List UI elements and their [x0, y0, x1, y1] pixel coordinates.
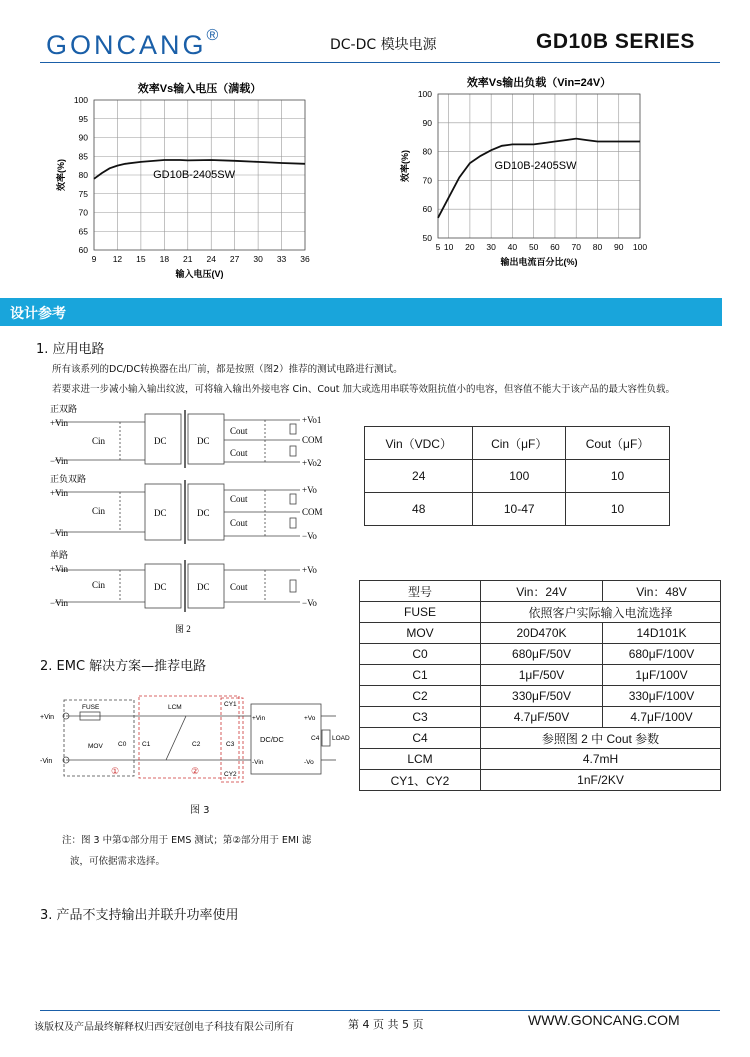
x-tick-label: 33	[276, 254, 287, 264]
y-tick-label: 70	[78, 207, 88, 218]
x-tick-label: 100	[632, 242, 648, 252]
y-tick-label: 65	[78, 226, 88, 237]
table-cell: 10	[566, 460, 670, 493]
x-tick-label: 30	[486, 242, 496, 252]
y-tick-label: 80	[78, 170, 88, 180]
label-pn-vin-n: −Vin	[50, 528, 69, 538]
chart-efficiency-vs-load	[390, 74, 670, 294]
table-row	[360, 623, 721, 644]
footer-divider	[40, 1010, 720, 1011]
emc-label-vo-p: +Vo	[304, 715, 316, 722]
brand-logo	[46, 27, 219, 61]
emc-label-c2: C2	[192, 741, 201, 748]
table-cell: 24	[365, 460, 473, 493]
table-cell: 20D470K	[481, 623, 603, 644]
emc-label-c1: C1	[142, 741, 151, 748]
x-tick-label: 9	[91, 254, 97, 264]
x-tick-label: 70	[571, 242, 581, 252]
x-axis-label: 输出电流百分比(%)	[500, 257, 578, 267]
x-tick-label: 15	[136, 254, 146, 264]
emc-component-table	[359, 580, 721, 791]
emc-label-mov: MOV	[88, 743, 103, 750]
table-row	[360, 644, 721, 665]
table-cell: 4.7mH	[481, 749, 721, 770]
table-cell: 330μF/50V	[481, 686, 603, 707]
table-cell: 参照图 2 中 Cout 参数	[481, 728, 721, 749]
table-cell: MOV	[360, 623, 481, 644]
emc-label-in-p: +Vin	[252, 715, 266, 722]
table-cell: 依照客户实际输入电流选择	[481, 602, 721, 623]
label-s-cin: Cin	[92, 580, 106, 590]
table-cell: 1μF/50V	[481, 665, 603, 686]
emc-label-vin-n: -Vin	[40, 758, 53, 765]
x-tick-label: 5	[435, 242, 441, 252]
y-tick-label: 95	[78, 113, 88, 124]
series-line	[438, 139, 640, 218]
chart-annotation: GD10B-2405SW	[494, 159, 577, 172]
table-header: 型号	[360, 581, 481, 602]
emc-label-vo-n: -Vo	[304, 759, 314, 766]
table-cell: C4	[360, 728, 481, 749]
y-axis-label: 效率(%)	[400, 150, 410, 182]
x-tick-label: 20	[465, 242, 475, 252]
footer-website[interactable]: WWW.GONCANG.COM	[528, 1012, 680, 1028]
label-s-vo-p: +Vo	[302, 565, 317, 575]
label-pn-cout2: Cout	[230, 518, 248, 528]
figure-2-circuits	[40, 400, 340, 640]
emc-label-part1: ①	[111, 766, 120, 776]
table-row	[360, 707, 721, 728]
note-line-1: 注：图 3 中第①部分用于 EMS 测试；第②部分用于 EMI 滤	[62, 835, 312, 846]
y-tick-label: 75	[78, 188, 88, 199]
y-axis-label: 效率(%)	[56, 159, 66, 191]
y-tick-label: 80	[422, 146, 432, 157]
header-divider	[40, 62, 720, 63]
registered-mark: ®	[206, 27, 219, 44]
table-row	[360, 602, 721, 623]
table-row	[365, 427, 670, 460]
y-tick-label: 50	[422, 233, 432, 243]
label-dual-cout1: Cout	[230, 426, 248, 436]
paragraph-line-1: 所有该系列的DC/DC转换器在出厂前，都是按照（图2）推荐的测试电路进行测试。	[52, 364, 403, 375]
y-tick-label: 70	[422, 175, 432, 186]
emc-label-c3: C3	[226, 741, 235, 748]
label-s-dc1: DC	[154, 582, 167, 592]
x-tick-label: 24	[206, 254, 216, 264]
x-tick-label: 18	[159, 254, 170, 264]
emc-label-cy2: CY2	[224, 771, 237, 778]
table-cell: C1	[360, 665, 481, 686]
table-cell: 680μF/50V	[481, 644, 603, 665]
table-row	[360, 581, 721, 602]
label-s-cout: Cout	[230, 582, 248, 592]
table-header: Vin（VDC）	[365, 427, 473, 460]
table-cell: 100	[473, 460, 566, 493]
y-tick-label: 85	[78, 151, 88, 162]
label-pn-vo-p: +Vo	[302, 485, 317, 495]
emc-label-lcm: LCM	[168, 704, 182, 711]
table-cell: FUSE	[360, 602, 481, 623]
chart-efficiency-vs-vin	[40, 74, 330, 294]
label-vo2: +Vo2	[302, 458, 322, 468]
table-cell: 48	[365, 493, 473, 526]
header-subtitle: DC-DC 模块电源	[330, 37, 437, 53]
paragraph-line-2: 若要求进一步减小输入输出纹波，可将输入输出外接电容 Cin、Cout 加大或选用串联等效阻抗值小的电容，但容值不能大于该产品的最大容性负载。	[52, 384, 676, 395]
label-pn-cout1: Cout	[230, 494, 248, 504]
emc-label-cy1: CY1	[224, 701, 237, 708]
label-dual-dc1: DC	[154, 436, 167, 446]
table-header: Cout（μF）	[566, 427, 670, 460]
y-tick-label: 60	[78, 245, 88, 255]
logo-text: GONCANG	[46, 30, 207, 60]
table-cell: C2	[360, 686, 481, 707]
label-dual-vin-p: +Vin	[50, 418, 69, 428]
capacitor-table	[364, 426, 670, 526]
y-tick-label: 90	[78, 132, 88, 143]
x-tick-label: 40	[507, 242, 518, 252]
table-cell: 1nF/2KV	[481, 770, 721, 791]
x-axis-label: 输入电压(V)	[175, 269, 224, 279]
table-cell: CY1、CY2	[360, 770, 481, 791]
table-row	[360, 770, 721, 791]
label-pn-dc2: DC	[197, 508, 210, 518]
table-cell: 10-47	[473, 493, 566, 526]
figure-3-caption: 图 3	[190, 805, 210, 816]
section-title: 设计参考	[10, 306, 66, 322]
table-row	[365, 460, 670, 493]
label-dual-cout2: Cout	[230, 448, 248, 458]
x-tick-label: 50	[528, 242, 539, 252]
label-vo1: +Vo1	[302, 415, 322, 425]
x-tick-label: 60	[550, 242, 560, 252]
x-tick-label: 30	[253, 254, 263, 264]
y-tick-label: 90	[422, 117, 432, 128]
label-pn-cin: Cin	[92, 506, 106, 516]
x-tick-label: 80	[592, 242, 603, 252]
table-cell: LCM	[360, 749, 481, 770]
label-com1: COM	[302, 435, 323, 445]
emc-label-vin-p: +Vin	[40, 714, 55, 721]
x-tick-label: 21	[183, 254, 193, 264]
table-cell: 330μF/100V	[603, 686, 721, 707]
label-dual-vin-n: −Vin	[50, 456, 69, 466]
table-cell: C3	[360, 707, 481, 728]
label-dual-dc2: DC	[197, 436, 210, 446]
label-s-vin-n: −Vin	[50, 598, 69, 608]
x-tick-label: 10	[443, 242, 454, 252]
header-series: GD10B SERIES	[536, 30, 695, 53]
figure-3-emc-circuit	[36, 690, 356, 790]
table-row	[360, 665, 721, 686]
table-row	[360, 728, 721, 749]
section-bar	[0, 298, 722, 326]
footer-page-number: 第 4 页 共 5 页	[348, 1018, 424, 1031]
chart-title: 效率Vs输出负载（Vin=24V）	[466, 77, 612, 89]
chart-2-svg	[390, 74, 670, 294]
heading-application-circuit: 1. 应用电路	[36, 342, 105, 357]
heading-no-parallel: 3. 产品不支持输出并联升功率使用	[40, 908, 239, 923]
chart-title: 效率Vs输入电压（满载）	[137, 83, 262, 95]
x-tick-label: 12	[112, 254, 123, 264]
y-tick-label: 100	[417, 89, 432, 99]
label-pn-com: COM	[302, 507, 323, 517]
table-cell: 4.7μF/100V	[603, 707, 721, 728]
x-tick-label: 90	[614, 242, 624, 252]
note-line-2: 波，可依据需求选择。	[70, 856, 166, 867]
x-tick-label: 36	[300, 254, 310, 264]
table-cell: C0	[360, 644, 481, 665]
label-s-vin-p: +Vin	[50, 564, 69, 574]
figure-2-caption: 图 2	[175, 624, 191, 634]
label-dual: 正双路	[50, 404, 78, 414]
table-row	[360, 686, 721, 707]
y-tick-label: 100	[73, 95, 88, 105]
emc-label-load: LOAD	[332, 735, 350, 742]
chart-annotation: GD10B-2405SW	[153, 169, 236, 181]
label-pn-vo-n: −Vo	[302, 531, 317, 541]
label-pn-dc1: DC	[154, 508, 167, 518]
table-cell: 14D101K	[603, 623, 721, 644]
label-s-vo-n: −Vo	[302, 598, 317, 608]
emc-label-c4: C4	[311, 735, 320, 742]
table-cell: 10	[566, 493, 670, 526]
label-posneg: 正负双路	[50, 474, 87, 484]
table-header: Cin（μF）	[473, 427, 566, 460]
label-s-dc2: DC	[197, 582, 210, 592]
label-pn-vin-p: +Vin	[50, 488, 69, 498]
label-single: 单路	[50, 550, 69, 560]
table-cell: 4.7μF/50V	[481, 707, 603, 728]
footer-copyright: 该版权及产品最终解释权归西安冠创电子科技有限公司所有	[34, 1022, 294, 1033]
table-cell: 1μF/100V	[603, 665, 721, 686]
label-dual-cin: Cin	[92, 436, 106, 446]
table-header: Vin：24V	[481, 581, 603, 602]
chart-1-svg	[40, 74, 330, 294]
table-row	[360, 749, 721, 770]
emc-label-fuse: FUSE	[82, 704, 100, 711]
heading-emc-solution: 2. EMC 解决方案—推荐电路	[40, 659, 207, 674]
emc-label-c0: C0	[118, 741, 127, 748]
emc-label-dcdc: DC/DC	[260, 735, 284, 744]
x-tick-label: 27	[229, 254, 240, 264]
emc-label-in-n: -Vin	[252, 759, 264, 766]
y-tick-label: 60	[422, 204, 432, 215]
table-row	[365, 493, 670, 526]
table-header: Vin：48V	[603, 581, 721, 602]
emc-label-part2: ②	[191, 766, 200, 776]
table-cell: 680μF/100V	[603, 644, 721, 665]
